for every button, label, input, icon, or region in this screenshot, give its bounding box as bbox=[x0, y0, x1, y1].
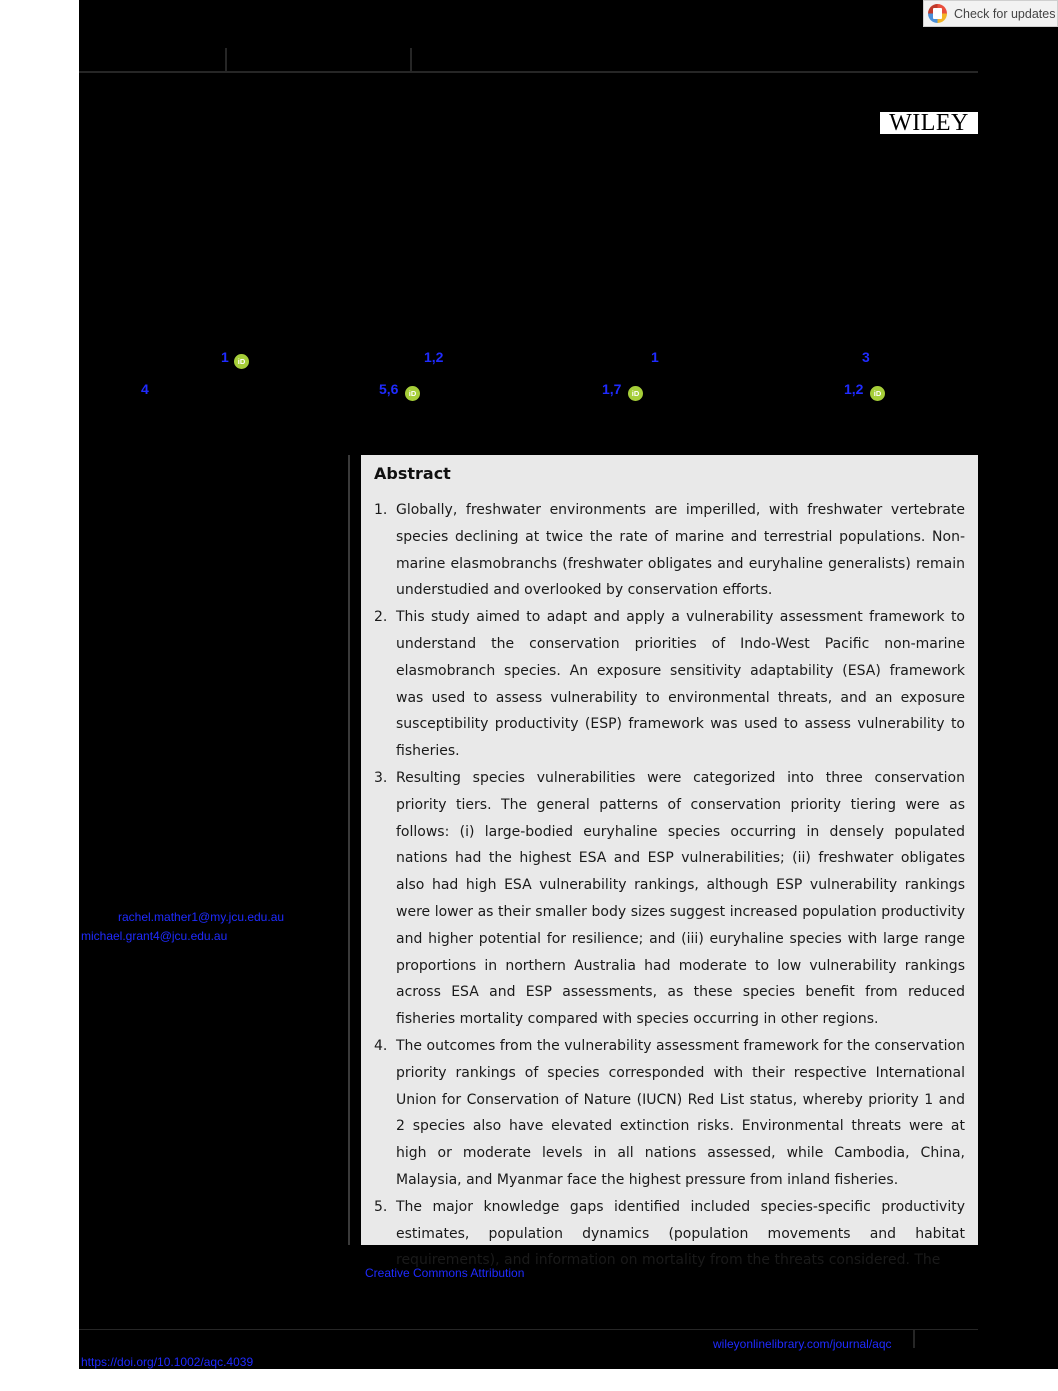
license-link[interactable]: Creative Commons Attribution bbox=[365, 1266, 525, 1280]
orcid-icon[interactable]: iD bbox=[870, 386, 885, 401]
abstract-item bbox=[374, 765, 965, 1033]
doi-link[interactable]: https://doi.org/10.1002/aqc.4039 bbox=[81, 1355, 254, 1369]
orcid-icon[interactable]: iD bbox=[628, 386, 643, 401]
abstract-list bbox=[374, 497, 965, 1274]
footer-divider bbox=[913, 1330, 915, 1348]
abstract-item bbox=[374, 604, 965, 765]
wiley-logo[interactable]: WILEY bbox=[880, 112, 978, 134]
author-affiliation[interactable]: 1 bbox=[651, 349, 659, 365]
author-affiliation[interactable]: 5,6 bbox=[379, 381, 399, 397]
item-number: 1. bbox=[374, 502, 388, 518]
author-affiliation[interactable]: 1,7 bbox=[602, 381, 622, 397]
abstract-divider bbox=[348, 455, 350, 1245]
item-number: 3. bbox=[374, 769, 388, 786]
item-text: Globally, freshwater environments are imperilled, with freshwater vertebrate species declining at twice the rate of marine and terrestrial populations. Non-marine elasmobranchs (freshwater obligates and euryhaline generalists) remain understudied and overlooked by conservation efforts. bbox=[396, 502, 965, 599]
check-for-updates-button[interactable] bbox=[923, 0, 1058, 27]
crossmark-icon bbox=[928, 4, 947, 23]
author-affiliation[interactable]: 1,2 bbox=[844, 381, 864, 397]
item-text: This study aimed to adapt and apply a vulnerability assessment framework to understand the conservation priorities of Indo-West Pacific non-marine elasmobranch species. An exposure sensitivity adaptability (ESA) framework was used to assess vulnerability to environmental threats, and an exposure susceptibility productivity (ESP) framework was used to assess vulnerability to fisheries. bbox=[396, 609, 965, 760]
footer-rule bbox=[79, 1329, 978, 1330]
author-affiliation[interactable]: 3 bbox=[862, 349, 870, 365]
orcid-icon[interactable]: iD bbox=[405, 386, 420, 401]
header-rule bbox=[79, 71, 978, 73]
email-link[interactable]: michael.grant4@jcu.edu.au bbox=[81, 929, 228, 943]
author-affiliation[interactable]: 4 bbox=[141, 381, 149, 397]
item-number: 5. bbox=[374, 1198, 388, 1215]
item-text: The outcomes from the vulnerability assessment framework for the conservation priority rankings of species corresponded with their respective International Union for Conservation of Nature (IUCN) Red List status, whereby priority 1 and 2 species also have elevated extinction risks. Environmental threats were at high or moderate levels in all nations assessed, while Cambodia, China, Malaysia, and Myanmar face the highest pressure from inland fisheries. bbox=[396, 1037, 965, 1188]
check-for-updates-label: Check for updates bbox=[954, 6, 1056, 21]
abstract-item bbox=[374, 1194, 965, 1274]
author-affiliation[interactable]: 1,2 bbox=[424, 349, 444, 365]
abstract-box bbox=[361, 455, 978, 1269]
email-link[interactable]: rachel.mather1@my.jcu.edu.au bbox=[118, 910, 285, 924]
header-divider bbox=[410, 48, 412, 72]
abstract-title: Abstract bbox=[374, 464, 451, 483]
orcid-icon[interactable]: iD bbox=[234, 354, 249, 369]
author-affiliation[interactable]: 1 bbox=[221, 349, 229, 365]
item-number: 4. bbox=[374, 1037, 388, 1054]
abstract-item bbox=[374, 497, 965, 604]
header-divider bbox=[225, 48, 227, 72]
item-text: The major knowledge gaps identified included species-specific productivity estimates, population dynamics (population movements and habitat requirements), and information on mortality from the threats considered. The bbox=[396, 1198, 965, 1269]
item-number: 2. bbox=[374, 609, 388, 626]
abstract-item bbox=[374, 1033, 965, 1194]
item-text: Resulting species vulnerabilities were categorized into three conservation priority tiers. The general patterns of conservation priority tiering were as follows: (i) large-bodied euryhaline species occurring in densely populated nations had the highest ESA and ESP vulnerabilities; (ii) freshwater obligates also had high ESA vulnerability rankings, although ESP vulnerability rankings were lower as their smaller body sizes suggest increased population productivity and higher potential for resilience; and (iii) euryhaline species with large range proportions in northern Australia had moderate to low vulnerability rankings across ESA and ESP assessments, as these species benefit from reduced fisheries mortality compared with species occurring in other regions. bbox=[396, 769, 965, 1028]
journal-link[interactable]: wileyonlinelibrary.com/journal/aqc bbox=[713, 1337, 892, 1351]
